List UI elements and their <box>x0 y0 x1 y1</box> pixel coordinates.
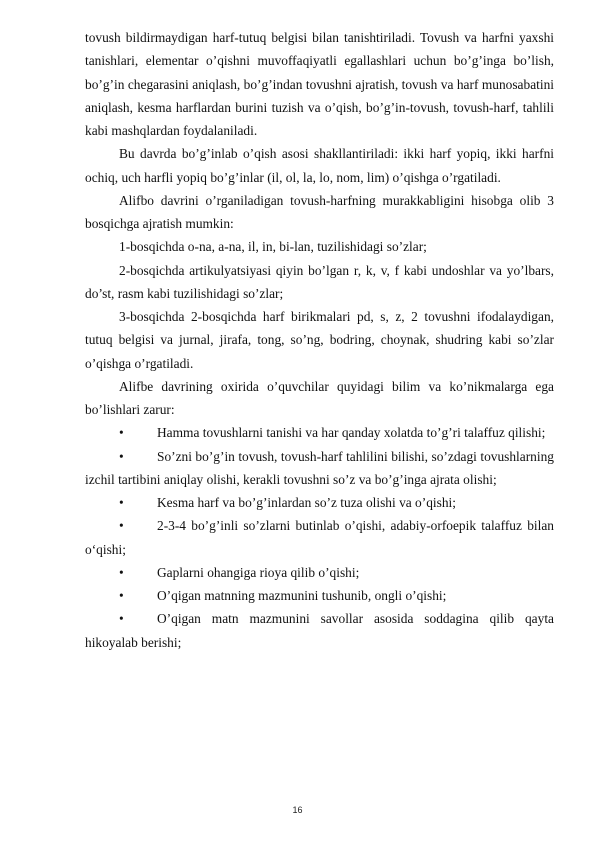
document-page <box>85 26 554 654</box>
list-item <box>85 561 554 584</box>
list-item-text: So’zni bo’g’in tovush, tovush-harf tahlilini bilishi, so’zdagi tovushlarning izchil tartibini aniqlay olishi, kerakli tovushni so’z va bo’g’inga ajrata olishi; <box>85 448 554 487</box>
list-item <box>85 445 554 492</box>
list-item <box>85 421 554 444</box>
bullet-marker: • <box>119 425 124 441</box>
page-number: 16 <box>292 805 303 815</box>
list-item-text: O’qigan matn mazmunini savollar asosida soddagina qilib qayta hikoyalab berishi; <box>85 611 554 650</box>
paragraph-6: 3-bosqichda 2-bosqichda harf birikmalari pd, s, z, 2 tovushni ifodalaydigan, tutuq belgisi va jurnal, jirafa, tong, so’ng, bodring, choynak, shudring kabi so’zlar o’qishga o’rgatiladi. <box>85 309 554 371</box>
bullet-marker: • <box>119 448 124 464</box>
list-item <box>85 491 554 514</box>
paragraph-1: tovush bildirmaydigan harf-tutuq belgisi bilan tanishtiriladi. Tovush va harfni yaxshi tanishlari, elementar o’qishni muvoffaqiyatli egallashlari uchun bo’g’inga bo’lish, bo’g’in chegarasini aniqlash, bo’g’indan tovushni ajratish, tovush va harf munosabatini aniqlash, kesma harflardan burini tuzish va o’qish, bo’g’in-tovush, tovush-harf, tahlili kabi mashqlardan foydalaniladi. <box>85 30 554 138</box>
list-item <box>85 514 554 561</box>
list-item-text: Gaplarni ohangiga rioya qilib o’qishi; <box>157 564 360 580</box>
bullet-marker: • <box>119 611 124 627</box>
list-item-text: Kesma harf va bo’g’inlardan so’z tuza olishi va o’qishi; <box>157 495 456 510</box>
bullet-marker: • <box>119 495 124 510</box>
list-item <box>85 607 554 654</box>
paragraph-5: 2-bosqichda artikulyatsiyasi qiyin bo’lgan r, k, v, f kabi undoshlar va yo’lbars, do’st, rasm kabi tuzilishidagi so’zlar; <box>85 262 554 301</box>
bullet-marker: • <box>119 588 124 603</box>
list-item-text: Hamma tovushlarni tanishi va har qanday xolatda to’g’ri talaffuz qilishi; <box>157 425 546 441</box>
bullet-marker: • <box>119 518 124 534</box>
bullet-marker: • <box>119 564 124 580</box>
paragraph-7: Alifbe davrining oxirida o’quvchilar quyidagi bilim va ko’nikmalarga ega bo’lishlari zarur: <box>85 378 554 417</box>
list-item-text: 2-3-4 bo’g’inli so’zlarni butinlab o’qishi, adabiy-orfoepik talaffuz bilan o‘qishi; <box>85 518 554 557</box>
list-item <box>85 584 554 607</box>
paragraph-3: Alifbo davrini o’rganiladigan tovush-harfning murakkabligini hisobga olib 3 bosqichga ajratish mumkin: <box>85 192 554 231</box>
paragraph-4: 1-bosqichda o-na, a-na, il, in, bi-lan, tuzilishidagi so’zlar; <box>119 239 427 255</box>
list-item-text: O’qigan matnning mazmunini tushunib, ongli o’qishi; <box>157 588 447 603</box>
paragraph-2: Bu davrda bo’g’inlab o’qish asosi shakllantiriladi: ikki harf yopiq, ikki harfni ochiq, uch harfli yopiq bo’g’inlar (il, ol, la, lo, nom, lim) o’qishga o’rgatiladi. <box>85 146 554 185</box>
